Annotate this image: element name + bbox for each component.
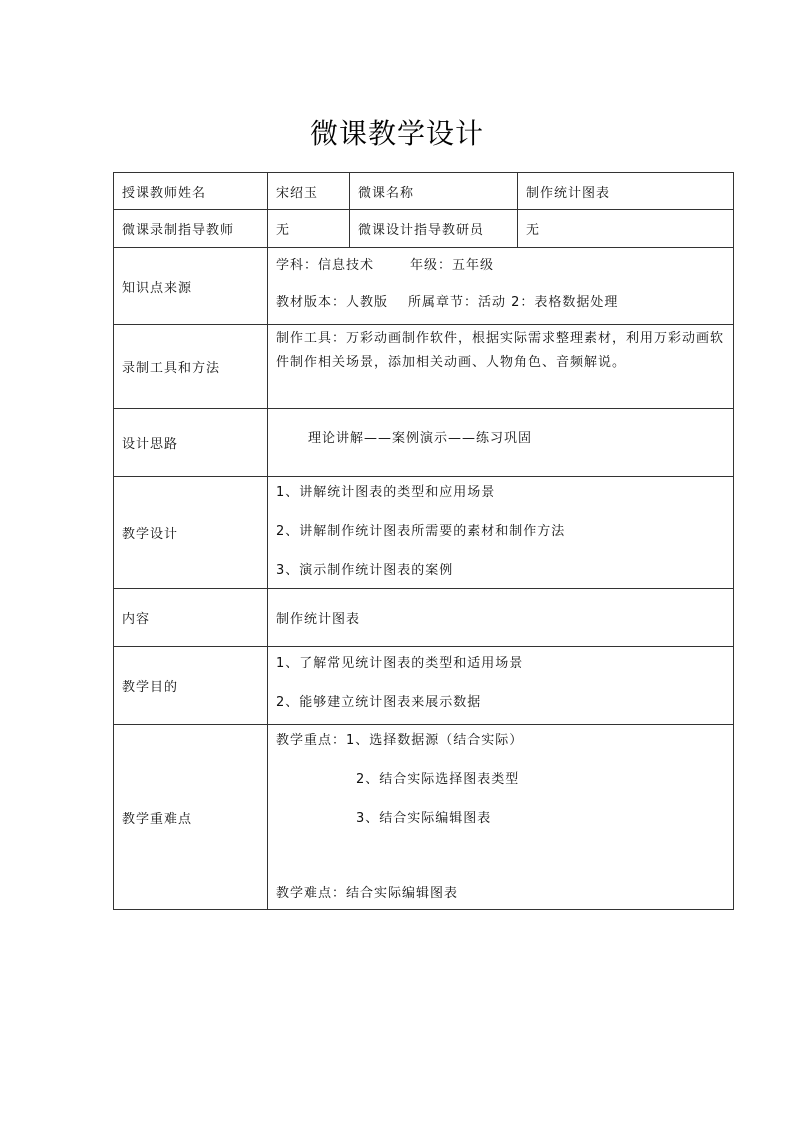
idea-label: 设计思路	[114, 409, 268, 477]
table-row	[114, 173, 734, 210]
table-row	[114, 589, 734, 647]
goals-cell	[268, 647, 734, 725]
course-name-value: 制作统计图表	[518, 173, 734, 210]
teacher-value: 宋绍玉	[268, 173, 350, 210]
key-point: 3、结合实际编辑图表	[356, 811, 492, 826]
idea-value: 理论讲解——案例演示——练习巩固	[308, 431, 533, 446]
table-row	[114, 325, 734, 409]
table-row	[114, 248, 734, 325]
design-table	[113, 172, 734, 910]
teacher-label: 授课教师姓名	[114, 173, 268, 210]
subject-text: 学科：信息技术	[276, 258, 375, 273]
design-cell	[268, 477, 734, 589]
design-item: 2、讲解制作统计图表所需要的素材和制作方法	[276, 524, 566, 539]
table-row	[114, 647, 734, 725]
goal-item: 2、能够建立统计图表来展示数据	[276, 695, 482, 710]
design-guide-value: 无	[518, 210, 734, 248]
key-cell	[268, 725, 734, 910]
knowledge-source-label: 知识点来源	[114, 248, 268, 325]
recording-guide-value: 无	[268, 210, 350, 248]
key-label: 教学重难点	[114, 725, 268, 910]
table-row	[114, 210, 734, 248]
grade-text: 年级：五年级	[410, 258, 495, 273]
goals-label: 教学目的	[114, 647, 268, 725]
design-item: 1、讲解统计图表的类型和应用场景	[276, 485, 496, 500]
table-row	[114, 725, 734, 910]
idea-cell	[268, 409, 734, 477]
content-label: 内容	[114, 589, 268, 647]
key-point: 1、选择数据源（结合实际）	[346, 733, 524, 748]
key-point: 2、结合实际选择图表类型	[356, 772, 520, 787]
goal-item: 1、了解常见统计图表的类型和适用场景	[276, 656, 524, 671]
key-points-prefix: 教学重点：	[276, 733, 347, 748]
design-label: 教学设计	[114, 477, 268, 589]
tools-cell	[268, 325, 734, 409]
chapter-text: 所属章节：活动 2：表格数据处理	[408, 295, 619, 310]
table-row	[114, 477, 734, 589]
content-value: 制作统计图表	[268, 589, 734, 647]
table-row	[114, 409, 734, 477]
tools-label: 录制工具和方法	[114, 325, 268, 409]
document-title: 微课教学设计	[309, 117, 484, 150]
edition-text: 教材版本：人教版	[276, 295, 389, 310]
design-item: 3、演示制作统计图表的案例	[276, 563, 454, 578]
course-name-label: 微课名称	[350, 173, 518, 210]
design-guide-label: 微课设计指导教研员	[350, 210, 518, 248]
difficulty-text: 教学难点：结合实际编辑图表	[276, 886, 459, 901]
knowledge-source-cell	[268, 248, 734, 325]
recording-guide-label: 微课录制指导教师	[114, 210, 268, 248]
tools-value: 制作工具：万彩动画制作软件，根据实际需求整理素材，利用万彩动画软件制作相关场景，添加相关动画、人物角色、音频解说。	[276, 331, 725, 370]
